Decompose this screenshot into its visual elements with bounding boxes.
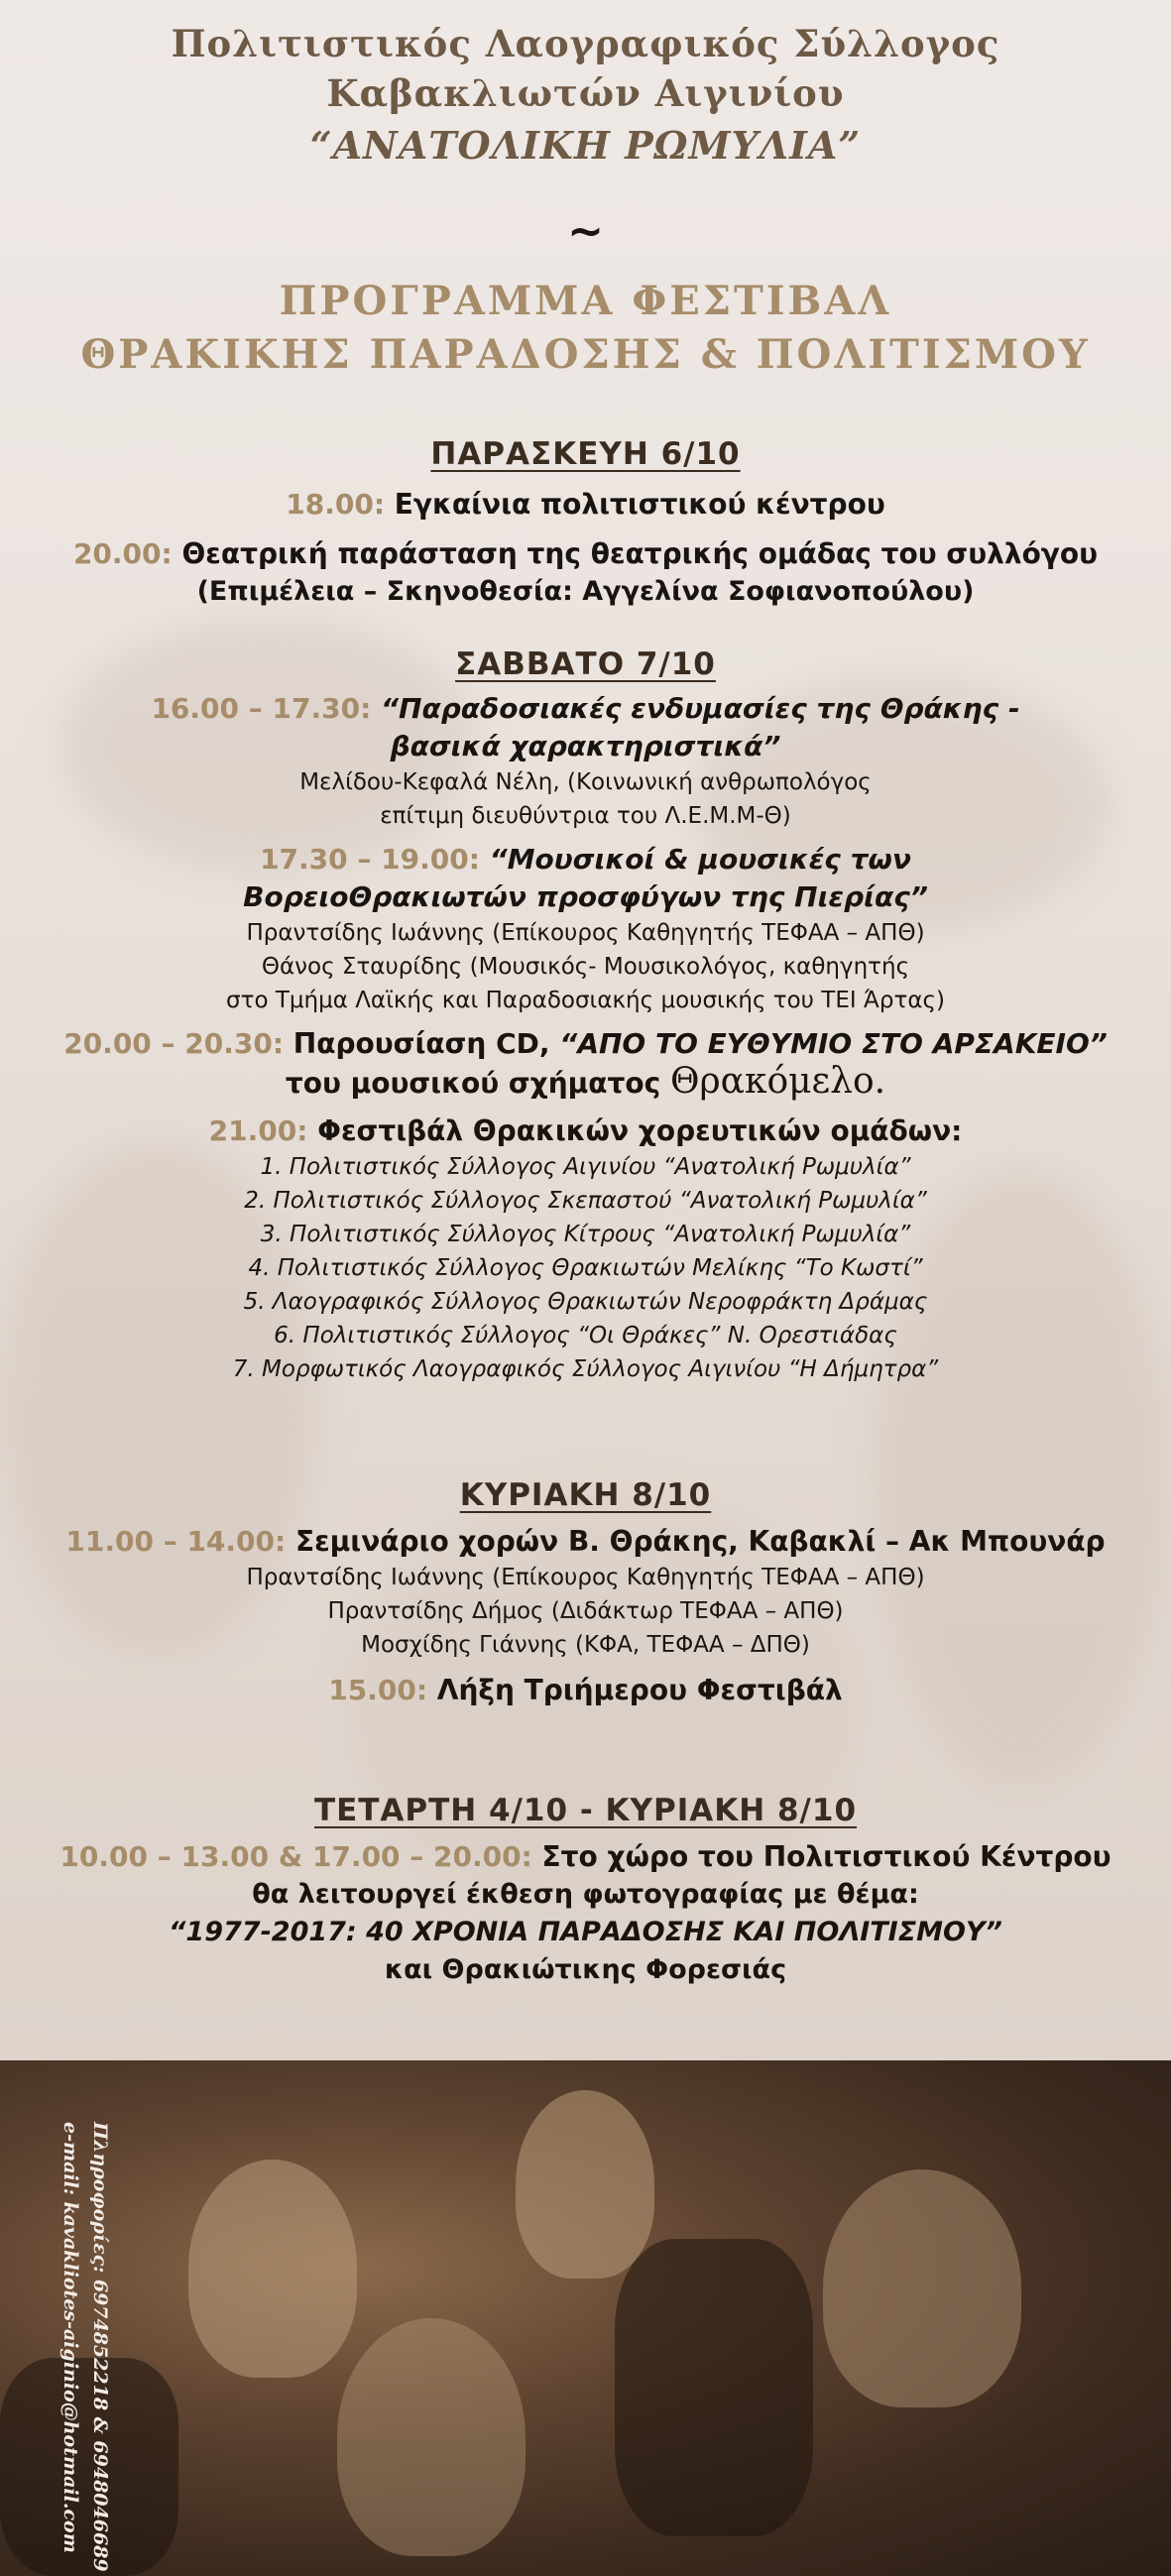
event-line bbox=[0, 1025, 1171, 1063]
event-title-cont: ΒορειοΘρακιωτών προσφύγων της Πιερίας” bbox=[243, 880, 928, 913]
saturday-section bbox=[0, 646, 1171, 1386]
event-line bbox=[0, 1672, 1171, 1709]
speaker: Μελίδου-Κεφαλά Νέλη, (Κοινωνική ανθρωπολόγος bbox=[299, 769, 872, 795]
event-time: 15.00: bbox=[328, 1674, 428, 1706]
event-line bbox=[0, 1063, 1171, 1103]
group-item: 5. Λαογραφικός Σύλλογος Θρακιωτών Νεροφράκτη Δράμας bbox=[243, 1289, 928, 1315]
event-line bbox=[0, 1523, 1171, 1561]
photo-figure bbox=[188, 2160, 357, 2378]
photo-figure bbox=[516, 2090, 654, 2279]
band-name: Θρακόμελο. bbox=[669, 1061, 886, 1102]
group-item: 4. Πολιτιστικός Σύλλογος Θρακιωτών Μελίκης “Το Κωστί” bbox=[248, 1255, 923, 1281]
sunday-section bbox=[0, 1477, 1171, 1709]
event-title: του μουσικού σχήματος bbox=[285, 1067, 661, 1100]
event-line bbox=[0, 535, 1171, 573]
event-title: Λήξη Τριήμερου Φεστιβάλ bbox=[436, 1674, 843, 1706]
festival-photo bbox=[0, 2060, 1171, 2576]
event-title-cont: βασικά χαρακτηριστικά” bbox=[390, 730, 781, 762]
group-item: 1. Πολιτιστικός Σύλλογος Αιγινίου “Ανατολική Ρωμυλία” bbox=[260, 1154, 911, 1180]
event-title: Εγκαίνια πολιτιστικού κέντρου bbox=[394, 488, 885, 521]
speaker: επίτιμη διευθύντρια του Λ.Ε.Μ.Μ-Θ) bbox=[380, 803, 791, 829]
title-line1: ΠΡΟΓΡΑΜΜΑ ΦΕΣΤΙΒΑΛ bbox=[279, 278, 892, 324]
event-detail: και Θρακιώτικης Φορεσιάς bbox=[384, 1954, 787, 1985]
org-name-line2: Καβακλιωτών Αιγινίου bbox=[326, 71, 845, 115]
friday-section bbox=[0, 436, 1171, 611]
event-time: 20.00 – 20.30: bbox=[63, 1027, 285, 1060]
group-item: 7. Μορφωτικός Λαογραφικός Σύλλογος Αιγινίου “Η Δήμητρα” bbox=[232, 1356, 939, 1382]
event-line bbox=[0, 486, 1171, 524]
group-item: 2. Πολιτιστικός Σύλλογος Σκεπαστού “Ανατολική Ρωμυλία” bbox=[244, 1188, 927, 1214]
event-detail: θα λειτουργεί έκθεση φωτογραφίας με θέμα: bbox=[252, 1879, 919, 1910]
event-time: 17.30 – 19.00: bbox=[260, 843, 480, 876]
event-time: 16.00 – 17.30: bbox=[151, 692, 372, 725]
event-detail: (Επιμέλεια – Σκηνοθεσία: Αγγελίνα Σοφιανοπούλου) bbox=[196, 576, 975, 607]
title-line2: ΘΡΑΚΙΚΗΣ ΠΑΡΑΔΟΣΗΣ & ΠΟΛΙΤΙΣΜΟΥ bbox=[80, 331, 1091, 378]
event-title: Σεμινάριο χορών Β. Θράκης, Καβακλί – Ακ Μπουνάρ bbox=[294, 1525, 1106, 1558]
event-title: Θεατρική παράσταση της θεατρικής ομάδας του συλλόγου bbox=[181, 537, 1099, 570]
speaker: Πραντσίδης Ιωάννης (Επίκουρος Καθηγητής ΤΕΦΑΑ – ΑΠΘ) bbox=[246, 1565, 925, 1590]
event-line bbox=[0, 841, 1171, 878]
group-item: 6. Πολιτιστικός Σύλλογος “Οι Θράκες” Ν. Ορεστιάδας bbox=[274, 1323, 897, 1348]
contact-phone: Πληροφορίες: 6974852218 & 6948046689 bbox=[89, 2122, 111, 2572]
day-heading: ΚΥΡΙΑΚΗ 8/10 bbox=[459, 1477, 712, 1513]
exhibition-title: “1977-2017: 40 ΧΡΟΝΙΑ ΠΑΡΑΔΟΣΗΣ ΚΑΙ ΠΟΛΙΤΙΣΜΟΥ” bbox=[169, 1917, 1002, 1947]
event-title: “Παραδοσιακές ενδυμασίες της Θράκης - bbox=[381, 692, 1020, 725]
photo-figure bbox=[337, 2318, 526, 2556]
event-time: 21.00: bbox=[208, 1114, 308, 1147]
speaker: Μοσχίδης Γιάννης (ΚΦΑ, ΤΕΦΑΑ – ΔΠΘ) bbox=[361, 1632, 810, 1658]
event-time: 18.00: bbox=[286, 488, 386, 521]
speaker: Θάνος Σταυρίδης (Μουσικός- Μουσικολόγος, καθηγητής bbox=[261, 954, 910, 980]
org-name-line1: Πολιτιστικός Λαογραφικός Σύλλογος bbox=[171, 22, 1000, 65]
photo-figure bbox=[823, 2169, 1021, 2407]
group-item: 3. Πολιτιστικός Σύλλογος Κίτρους “Ανατολική Ρωμυλία” bbox=[260, 1222, 911, 1247]
event-title: Παρουσίαση CD, bbox=[293, 1027, 550, 1060]
contact-email: e-mail: kavakliotes-aiginio@hotmail.com bbox=[59, 2122, 81, 2553]
speaker: στο Τμήμα Λαϊκής και Παραδοσιακής μουσικής του ΤΕΙ Άρτας) bbox=[226, 988, 945, 1013]
speaker: Πραντσίδης Δήμος (Διδάκτωρ ΤΕΦΑΑ – ΑΠΘ) bbox=[327, 1598, 844, 1624]
day-heading: ΤΕΤΑΡΤΗ 4/10 - ΚΥΡΙΑΚΗ 8/10 bbox=[313, 1793, 858, 1828]
org-name-line3: “ΑΝΑΤΟΛΙΚΗ ΡΩΜΥΛΙΑ” bbox=[309, 123, 862, 168]
event-title: Φεστιβάλ Θρακικών χορευτικών ομάδων: bbox=[317, 1114, 963, 1147]
contact-info bbox=[30, 2122, 139, 2572]
day-heading: ΠΑΡΑΣΚΕΥΗ 6/10 bbox=[430, 436, 741, 472]
day-heading: ΣΑΒΒΑΤΟ 7/10 bbox=[455, 646, 716, 682]
event-line bbox=[0, 1838, 1171, 1876]
separator: ~ bbox=[567, 206, 604, 257]
event-title: “Μουσικοί & μουσικές των bbox=[489, 843, 911, 876]
photo-shadow bbox=[615, 2239, 813, 2536]
event-line bbox=[0, 1112, 1171, 1150]
event-line bbox=[0, 690, 1171, 728]
event-time: 20.00: bbox=[72, 537, 173, 570]
cd-title: “ΑΠΟ ΤΟ ΕΥΘΥΜΙΟ ΣΤΟ ΑΡΣΑΚΕΙΟ” bbox=[559, 1027, 1108, 1060]
event-time: 10.00 – 13.00 & 17.00 – 20.00: bbox=[59, 1840, 532, 1873]
event-time: 11.00 – 14.00: bbox=[65, 1525, 287, 1558]
exhibition-section bbox=[0, 1793, 1171, 1989]
speaker: Πραντσίδης Ιωάννης (Επίκουρος Καθηγητής ΤΕΦΑΑ – ΑΠΘ) bbox=[246, 920, 925, 946]
event-title: Στο χώρο του Πολιτιστικού Κέντρου bbox=[541, 1840, 1112, 1873]
